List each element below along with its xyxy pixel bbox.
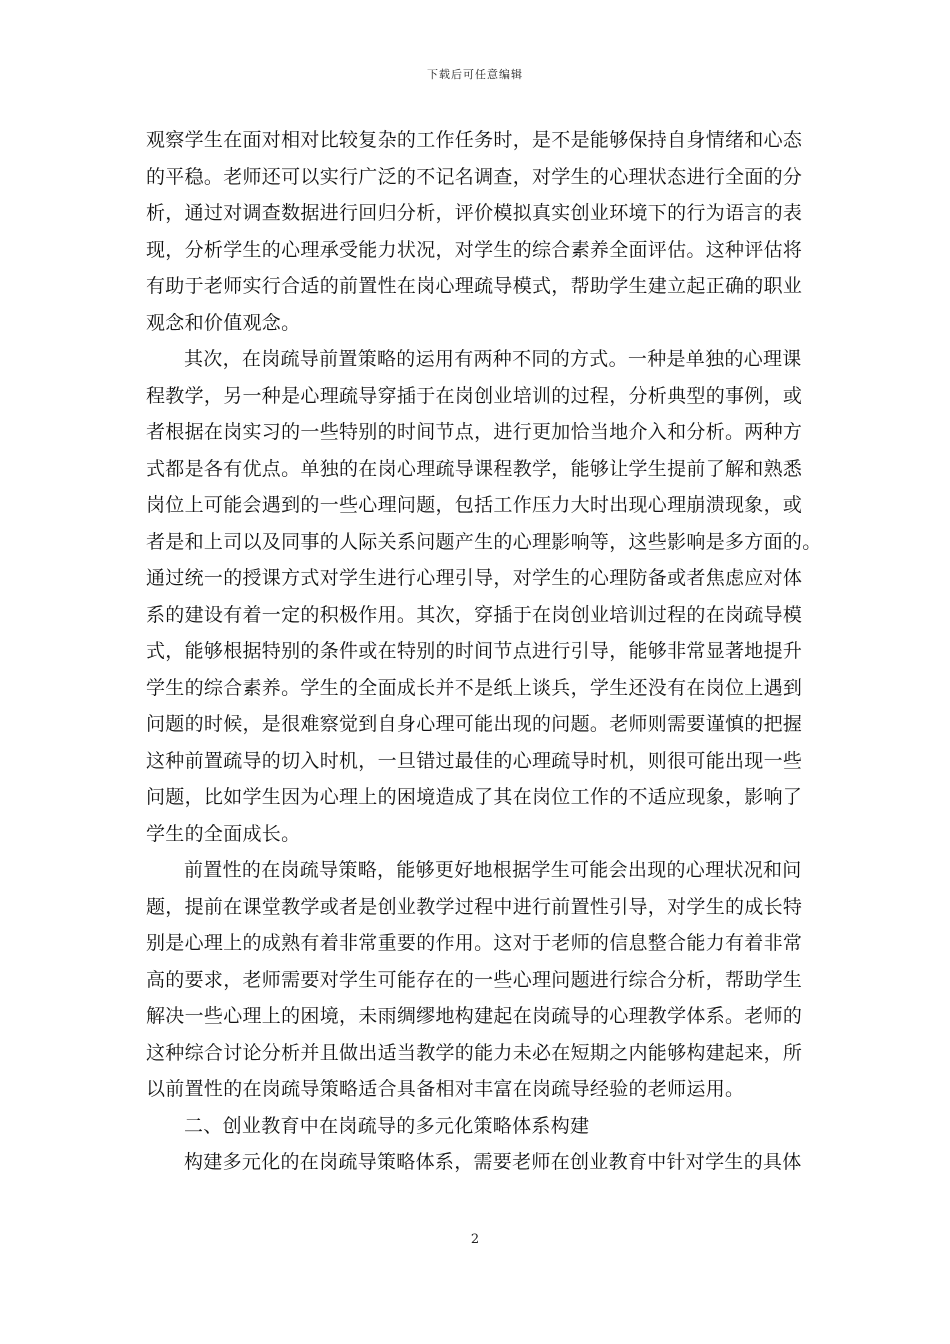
text-line: 以前置性的在岗疏导策略适合具备相对丰富在岗疏导经验的老师运用。	[146, 1078, 745, 1100]
text-line: 式，能够根据特别的条件或在特别的时间节点进行引导，能够非常显著地提升	[146, 640, 803, 662]
text-line: 高的要求，老师需要对学生可能存在的一些心理问题进行综合分析，帮助学生	[146, 968, 803, 991]
text-line: 问题的时候，是很难察觉到自身心理可能出现的问题。老师则需要谨慎的把握	[146, 713, 803, 735]
body-text	[146, 122, 822, 1181]
page-header: 下载后可任意编辑	[427, 68, 523, 81]
text-line: 现，分析学生的心理承受能力状况，对学生的综合素养全面评估。这种评估将	[146, 238, 803, 261]
page-number: 2	[470, 1232, 480, 1247]
text-line: 者根据在岗实习的一些特别的时间节点，进行更加恰当地介入和分析。两种方	[146, 421, 803, 443]
text-line: 学生的综合素养。学生的全面成长并不是纸上谈兵，学生还没有在岗位上遇到	[146, 676, 803, 699]
text-line: 通过统一的授课方式对学生进行心理引导，对学生的心理防备或者焦虑应对体	[146, 567, 803, 589]
text-line: 观察学生在面对相对比较复杂的工作任务时，是不是能够保持自身情绪和心态	[146, 129, 803, 151]
text-line: 析，通过对调查数据进行回归分析，评价模拟真实创业环境下的行为语言的表	[146, 202, 803, 224]
text-line: 解决一些心理上的困境，未雨绸缪地构建起在岗疏导的心理教学体系。老师的	[146, 1005, 803, 1027]
text-line: 别是心理上的成熟有着非常重要的作用。这对于老师的信息整合能力有着非常	[146, 932, 803, 954]
text-line: 这种综合讨论分析并且做出适当教学的能力未必在短期之内能够构建起来，所	[146, 1041, 803, 1064]
text-line: 观念和价值观念。	[146, 311, 301, 334]
text-line: 式都是各有优点。单独的在岗心理疏导课程教学，能够让学生提前了解和熟悉	[146, 457, 803, 480]
text-line: 程教学，另一种是心理疏导穿插于在岗创业培训的过程，分析典型的事例，或	[146, 384, 803, 407]
text-line: 问题，比如学生因为心理上的困境造成了其在岗位工作的不适应现象，影响了	[146, 786, 803, 808]
paragraph-first-line: 其次，在岗疏导前置策略的运用有两种不同的方式。一种是单独的心理课	[184, 348, 802, 370]
text-line: 有助于老师实行合适的前置性在岗心理疏导模式，帮助学生建立起正确的职业	[146, 275, 803, 297]
text-line: 岗位上可能会遇到的一些心理问题，包括工作压力大时出现心理崩溃现象，或	[146, 494, 803, 516]
text-line: 系的建设有着一定的积极作用。其次，穿插于在岗创业培训过程的在岗疏导模	[146, 603, 803, 626]
paragraph-first-line: 前置性的在岗疏导策略，能够更好地根据学生可能会出现的心理状况和问	[184, 859, 802, 881]
paragraph-first-line: 构建多元化的在岗疏导策略体系，需要老师在创业教育中针对学生的具体	[184, 1151, 802, 1173]
section-heading: 二、创业教育中在岗疏导的多元化策略体系构建	[184, 1114, 590, 1137]
text-line: 者是和上司以及同事的人际关系问题产生的心理影响等，这些影响是多方面的。	[146, 530, 822, 553]
text-line: 题，提前在课堂教学或者是创业教学过程中进行前置性引导，对学生的成长特	[146, 895, 803, 918]
text-line: 学生的全面成长。	[146, 822, 301, 845]
text-line: 这种前置疏导的切入时机，一旦错过最佳的心理疏导时机，则很可能出现一些	[146, 749, 803, 772]
text-line: 的平稳。老师还可以实行广泛的不记名调查，对学生的心理状态进行全面的分	[146, 165, 803, 188]
